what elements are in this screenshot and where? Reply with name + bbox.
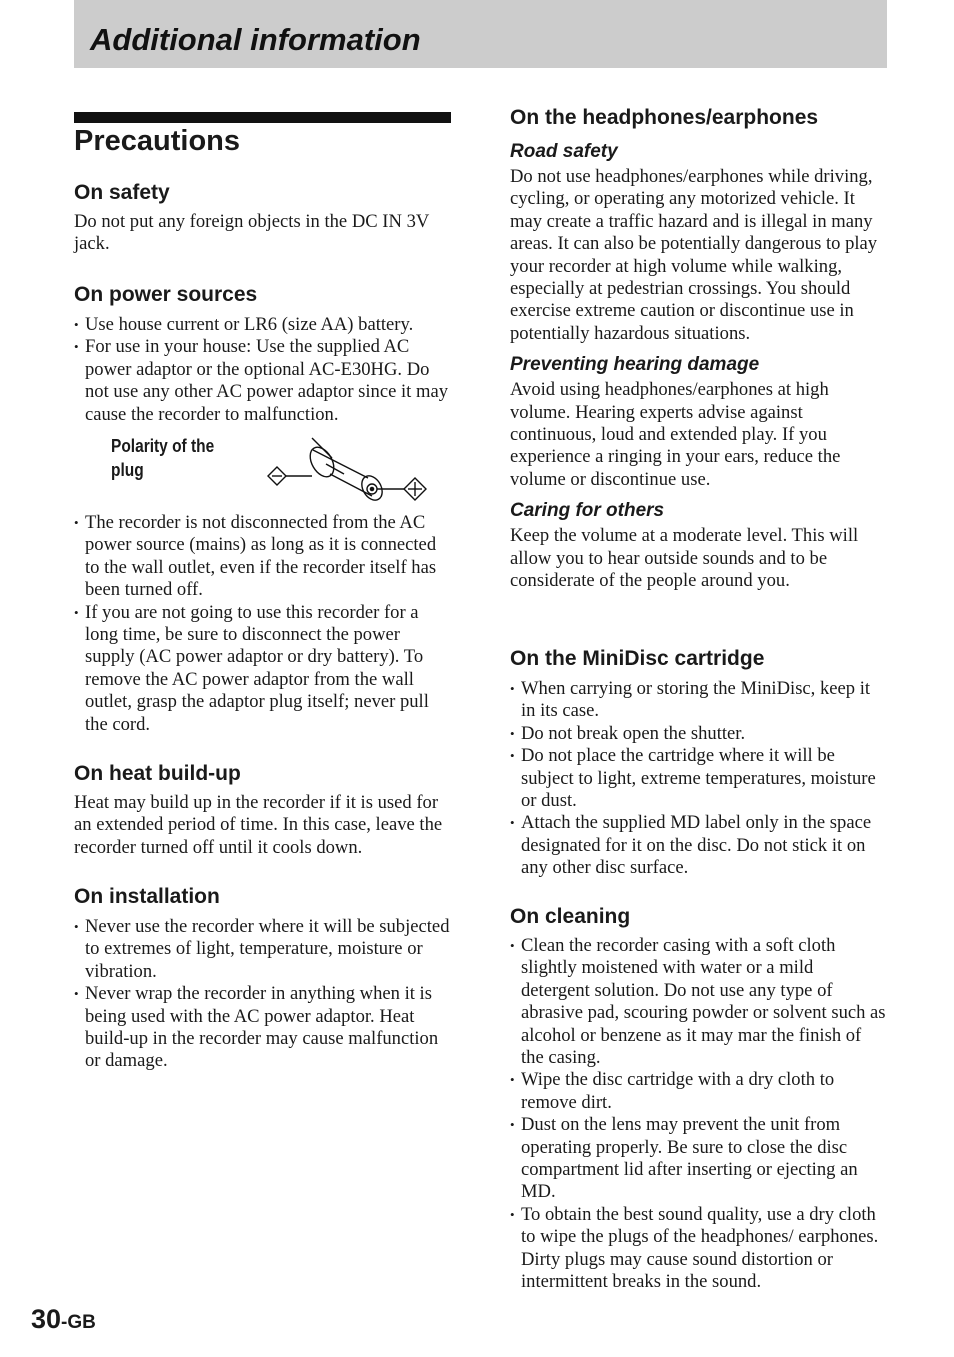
hearing-heading: Preventing hearing damage xyxy=(510,354,760,376)
section-banner xyxy=(74,0,887,68)
list-item: • Attach the supplied MD label only in the space designated for it on the disc. Do not stick it on any other disc surface. xyxy=(510,812,886,879)
minidisc-list xyxy=(510,678,886,880)
figure-caption: Polarity of the plug xyxy=(111,436,215,480)
power-list xyxy=(74,314,452,426)
list-item: • To obtain the best sound quality, use a dry cloth to wipe the plugs of the headphones/ earphones. Dirty plugs may cause sound distortion or intermittent breaks in the sound. xyxy=(510,1204,886,1294)
list-item: • Never wrap the recorder in anything when it is being used with the AC power adaptor. Heat build-up in the recorder may cause malfunction or damage. xyxy=(74,983,452,1073)
list-item: • Use house current or LR6 (size AA) battery. xyxy=(74,314,452,336)
heat-heading: On heat build-up xyxy=(74,762,241,785)
minidisc-section xyxy=(510,647,886,880)
list-item: • Wipe the disc cartridge with a dry cloth to remove dirt. xyxy=(510,1069,886,1114)
list-item: • Clean the recorder casing with a soft cloth slightly moistened with water or a mild detergent solution. Do not use any type of abrasive pad, scouring powder or solvent such as alcohol or benzene as it may mar the finish of the casing. xyxy=(510,935,886,1069)
others-heading: Caring for others xyxy=(510,500,665,522)
installation-list xyxy=(74,916,452,1073)
installation-section xyxy=(74,885,452,1073)
headphones-section xyxy=(510,106,886,593)
cleaning-section xyxy=(510,905,886,1294)
headphones-heading: On the headphones/earphones xyxy=(510,106,819,129)
power-list-2 xyxy=(74,512,452,736)
banner-title: Additional information xyxy=(90,22,421,57)
list-item: • Do not break open the shutter. xyxy=(510,723,886,745)
list-item: • Never use the recorder where it will be subjected to extremes of light, temperature, moisture or vibration. xyxy=(74,916,452,983)
power-section xyxy=(74,283,452,426)
safety-text: Do not put any foreign objects in the DC IN 3V jack. xyxy=(74,211,429,255)
heat-section xyxy=(74,762,452,859)
road-safety-heading: Road safety xyxy=(510,141,618,162)
power-heading: On power sources xyxy=(74,283,258,306)
others-text: Keep the volume at a moderate level. This will allow you to hear outside sounds and to be considerate of the people around you. xyxy=(510,525,859,592)
page-title: Precautions xyxy=(74,125,240,157)
page-number xyxy=(31,1304,96,1338)
page-number-value: 30 xyxy=(31,1304,62,1334)
minidisc-heading: On the MiniDisc cartridge xyxy=(510,647,765,670)
page-number-suffix: -GB xyxy=(61,1312,96,1333)
plug-polarity-icon xyxy=(264,434,430,514)
list-item: • For use in your house: Use the supplied AC power adaptor or the optional AC-E30HG. Do not use any other AC power adaptor since it may cause the recorder to malfunction. xyxy=(74,336,452,426)
cleaning-heading: On cleaning xyxy=(510,905,631,928)
list-item: • The recorder is not disconnected from the AC power source (mains) as long as it is connected to the wall outlet, even if the recorder itself has been turned off. xyxy=(74,512,452,602)
heading-rule xyxy=(74,112,451,123)
list-item: • Dust on the lens may prevent the unit from operating properly. Be sure to close the disc compartment lid after inserting or ejecting an MD. xyxy=(510,1114,886,1204)
list-item: • Do not place the cartridge where it will be subject to light, extreme temperatures, moisture or dust. xyxy=(510,745,886,812)
heat-text: Heat may build up in the recorder if it is used for an extended period of time. In this case, leave the recorder turned off until it cools down. xyxy=(74,792,443,858)
hearing-text: Avoid using headphones/earphones at high volume. Hearing experts advise against continuous, loud and extended play. If you experience a ringing in your ears, reduce the volume or discontinue use. xyxy=(510,379,841,490)
cleaning-list xyxy=(510,935,886,1294)
road-safety-text: Do not use headphones/earphones while driving, cycling, or operating any motorized vehicle. It may create a traffic hazard and is illegal in many areas. It can also be potentially dangerous to play your recorder at high volume while walking, especially at pedestrian crossings. You should exercise extreme caution or discontinue use in potentially hazardous situations. xyxy=(510,166,878,344)
list-item: • If you are not going to use this recorder for a long time, be sure to disconnect the power supply (AC power adaptor or dry battery). To remove the AC power adaptor from the wall outlet, grasp the adaptor plug itself; never pull the cord. xyxy=(74,602,452,736)
safety-heading: On safety xyxy=(74,181,170,204)
list-item: • When carrying or storing the MiniDisc, keep it in its case. xyxy=(510,678,886,723)
safety-section xyxy=(74,181,452,256)
installation-heading: On installation xyxy=(74,885,220,908)
power-section-continued xyxy=(74,512,452,736)
